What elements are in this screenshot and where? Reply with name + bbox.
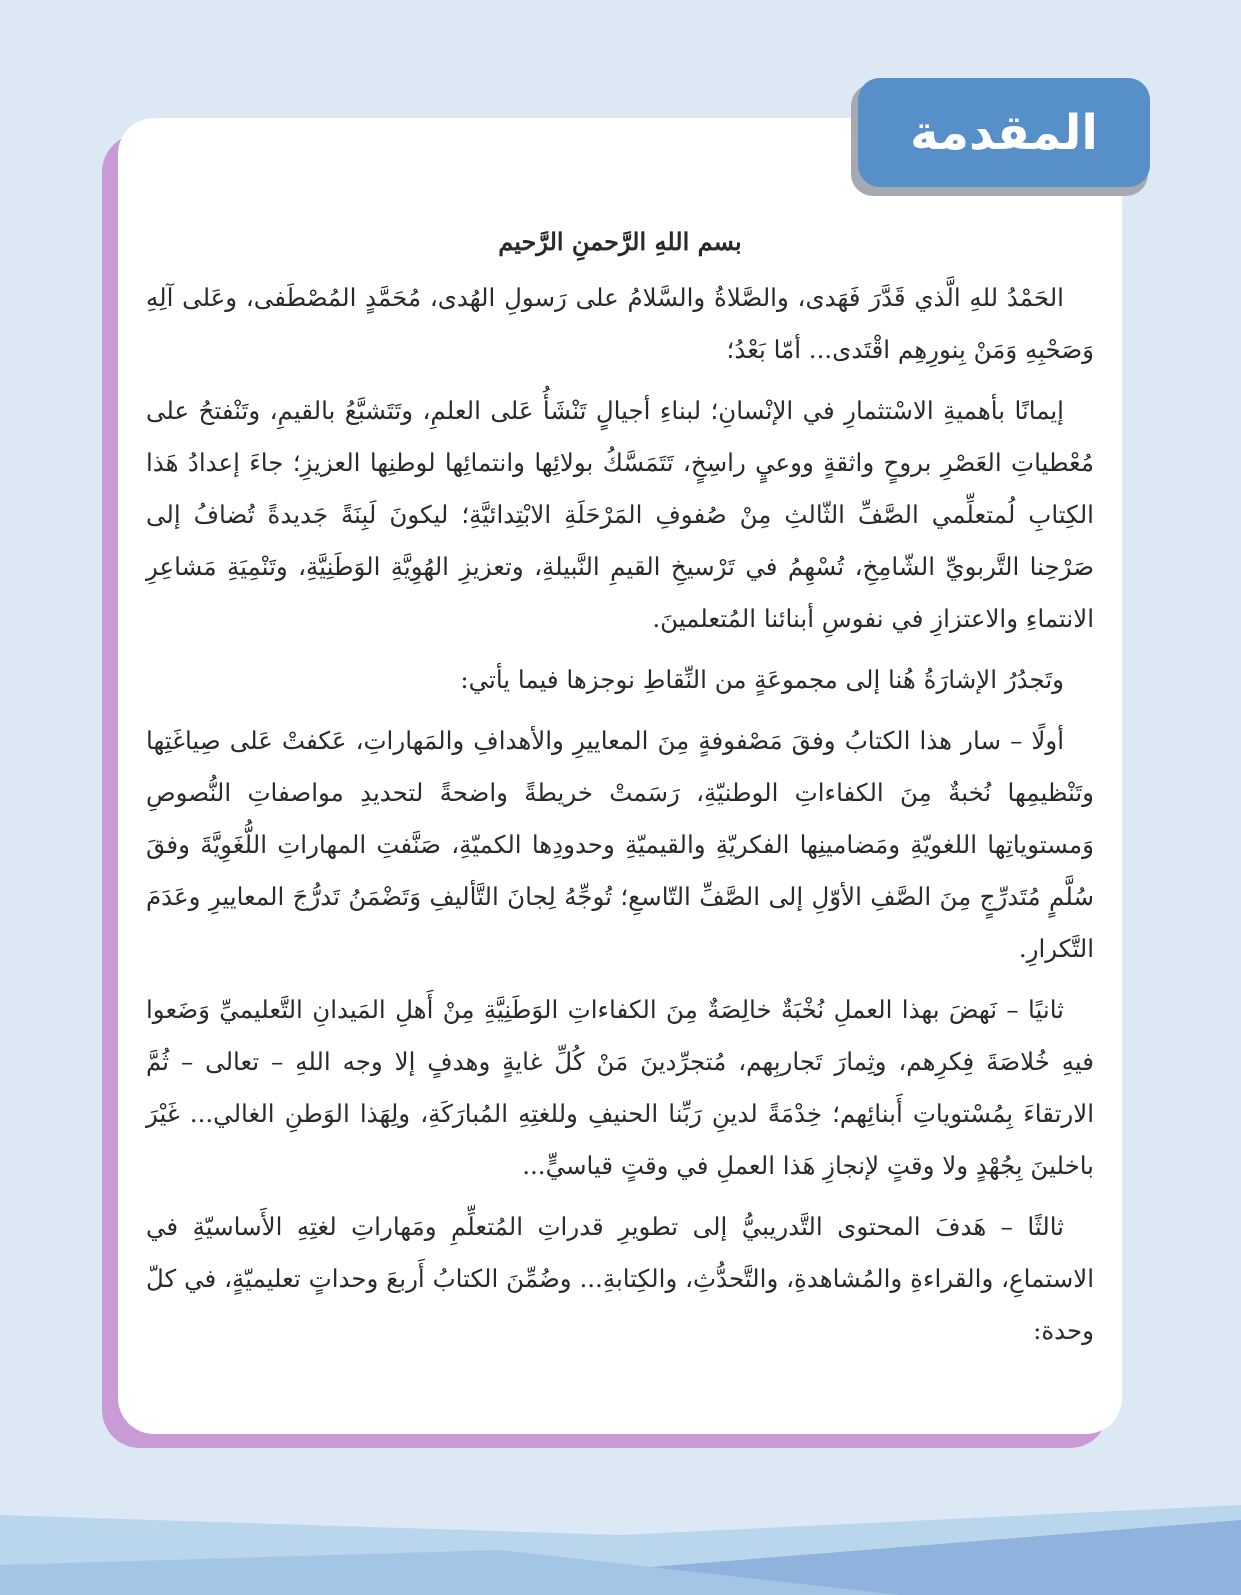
title-tab [858, 78, 1150, 187]
paragraph-purpose: إيمانًا بأهميةِ الاسْتثمارِ في الإنْسانِ؛ لبناءِ أجيالٍ تَنْشَأُ عَلى العلمِ، وتَتَشبَّعُ بالقيمِ، وتَنْفتحُ على مُعْطياتِ العَصْرِ بروحٍ واثقةٍ ووعيٍ راسِخٍ، تَتَمَسَّكُ بولائِها وانتمائِها لوطنِها العزيزِ؛ جاءَ إعدادُ هَذا الكِتابِ لُمتعلِّمي الصَّفِّ الثّالثِ مِنْ صُفوفِ المَرْحَلَةِ الابْتِدائيَّةِ؛ ليكونَ لَبِنَةً جَديدةً تُضافُ إلى صَرْحِنا التَّربويِّ الشّامِخِ، تُسْهِمُ في تَرْسيخِ القيمِ النَّبيلةِ، وتعزيزِ الهُوِيَّةِ الوَطَنِيَّةِ، وتَنْمِيَةِ مَشاعِرِ الانتماءِ والاعتزازِ في نفوسِ أبنائنا المُتعلمينَ. [146, 396, 1094, 633]
paragraph-first-point: أولًا – سار هذا الكتابُ وفقَ مَصْفوفةٍ مِنَ المعاييرِ والأهدافِ والمَهاراتِ، عَكفتْ عَلى صِياغَتِها وتَنْظيمِها نُخبةٌ مِنَ الكفاءاتِ الوطنيّةِ، رَسَمتْ خريطةً واضحةً لتحديدِ مواصفاتِ النُّصوصِ وَمستوياتِها اللغويّةِ ومَضامينِها الفكريّةِ والقيميّةِ وحدودِها الكميّةِ، صَنَّفتِ المهاراتِ اللُّغَوِيَّةَ وفقَ سُلَّمٍ مُتَدرِّجٍ مِنَ الصَّفِ الأوّلِ إلى الصَّفِّ التّاسعِ؛ تُوجِّهُ لِجانَ التَّأليفِ وَتَضْمَنُ تَدرُّجَ المعاييرِ وعَدَمَ التَّكرارِ. [146, 726, 1094, 963]
paragraph-second-point: ثانيًا – نَهضَ بهذا العملِ نُخْبَةٌ خالِصَةٌ مِنَ الكفاءاتِ الوَطَنِيَّةِ مِنْ أَهلِ المَيدانِ التَّعليميِّ وَضَعوا فيهِ خُلاصَةَ فِكرِهم، وثِمارَ تَجاربِهم، مُتجرِّدينَ مَنْ كُلِّ غايةٍ وهدفٍ إلا وجه اللهِ – تعالى – ثُمَّ الارتقاءَ بِمُسْتوياتِ أَبنائِهم؛ خِدْمَةً لدينِ رَبِّنا الحنيفِ وللغتِهِ المُبارَكَةِ، ولِهَذا الوَطنِ الغالي... غَيْرَ باخلينَ بِجُهْدٍ ولا وقتٍ لإنجازِ هَذا العملِ في وقتٍ قياسيٍّ... [146, 995, 1094, 1180]
paragraph-praise: الحَمْدُ للهِ الَّذي قَدَّرَ فَهَدى، والصَّلاةُ والسَّلامُ على رَسولِ الهُدى، مُحَمَّدٍ المُصْطَفى، وعَلى آلِهِ وَصَحْبِهِ وَمَنْ بِنورِهِم اقْتَدى... أمّا بَعْدُ؛ [146, 283, 1094, 364]
bottom-decoration-band [0, 1495, 1241, 1595]
page-title: المقدمة [910, 104, 1098, 161]
paragraph-points-intro: وتَجدُرُ الإشارَةُ هُنا إلى مجموعَةٍ من النِّقاطِ نوجزها فيما يأتي: [460, 665, 1064, 694]
paragraph-third-point: ثالثًا – هَدفَ المحتوى التَّدريبيُّ إلى تطويرِ قدراتِ المُتعلِّمِ ومَهاراتِ لغتِهِ الأَساسيّةِ في الاستماعِ، والقراءةِ والمُشاهدةِ، والتَّحدُّثِ، والكِتابةِ... وضُمِّنَ الكتابُ أَربعَ وحداتٍ تعليميّةٍ، في كلّ وحدة: [146, 1212, 1094, 1345]
introduction-body [146, 220, 1094, 1366]
basmala: بسم اللهِ الرَّحمنِ الرَّحيم [498, 227, 742, 256]
